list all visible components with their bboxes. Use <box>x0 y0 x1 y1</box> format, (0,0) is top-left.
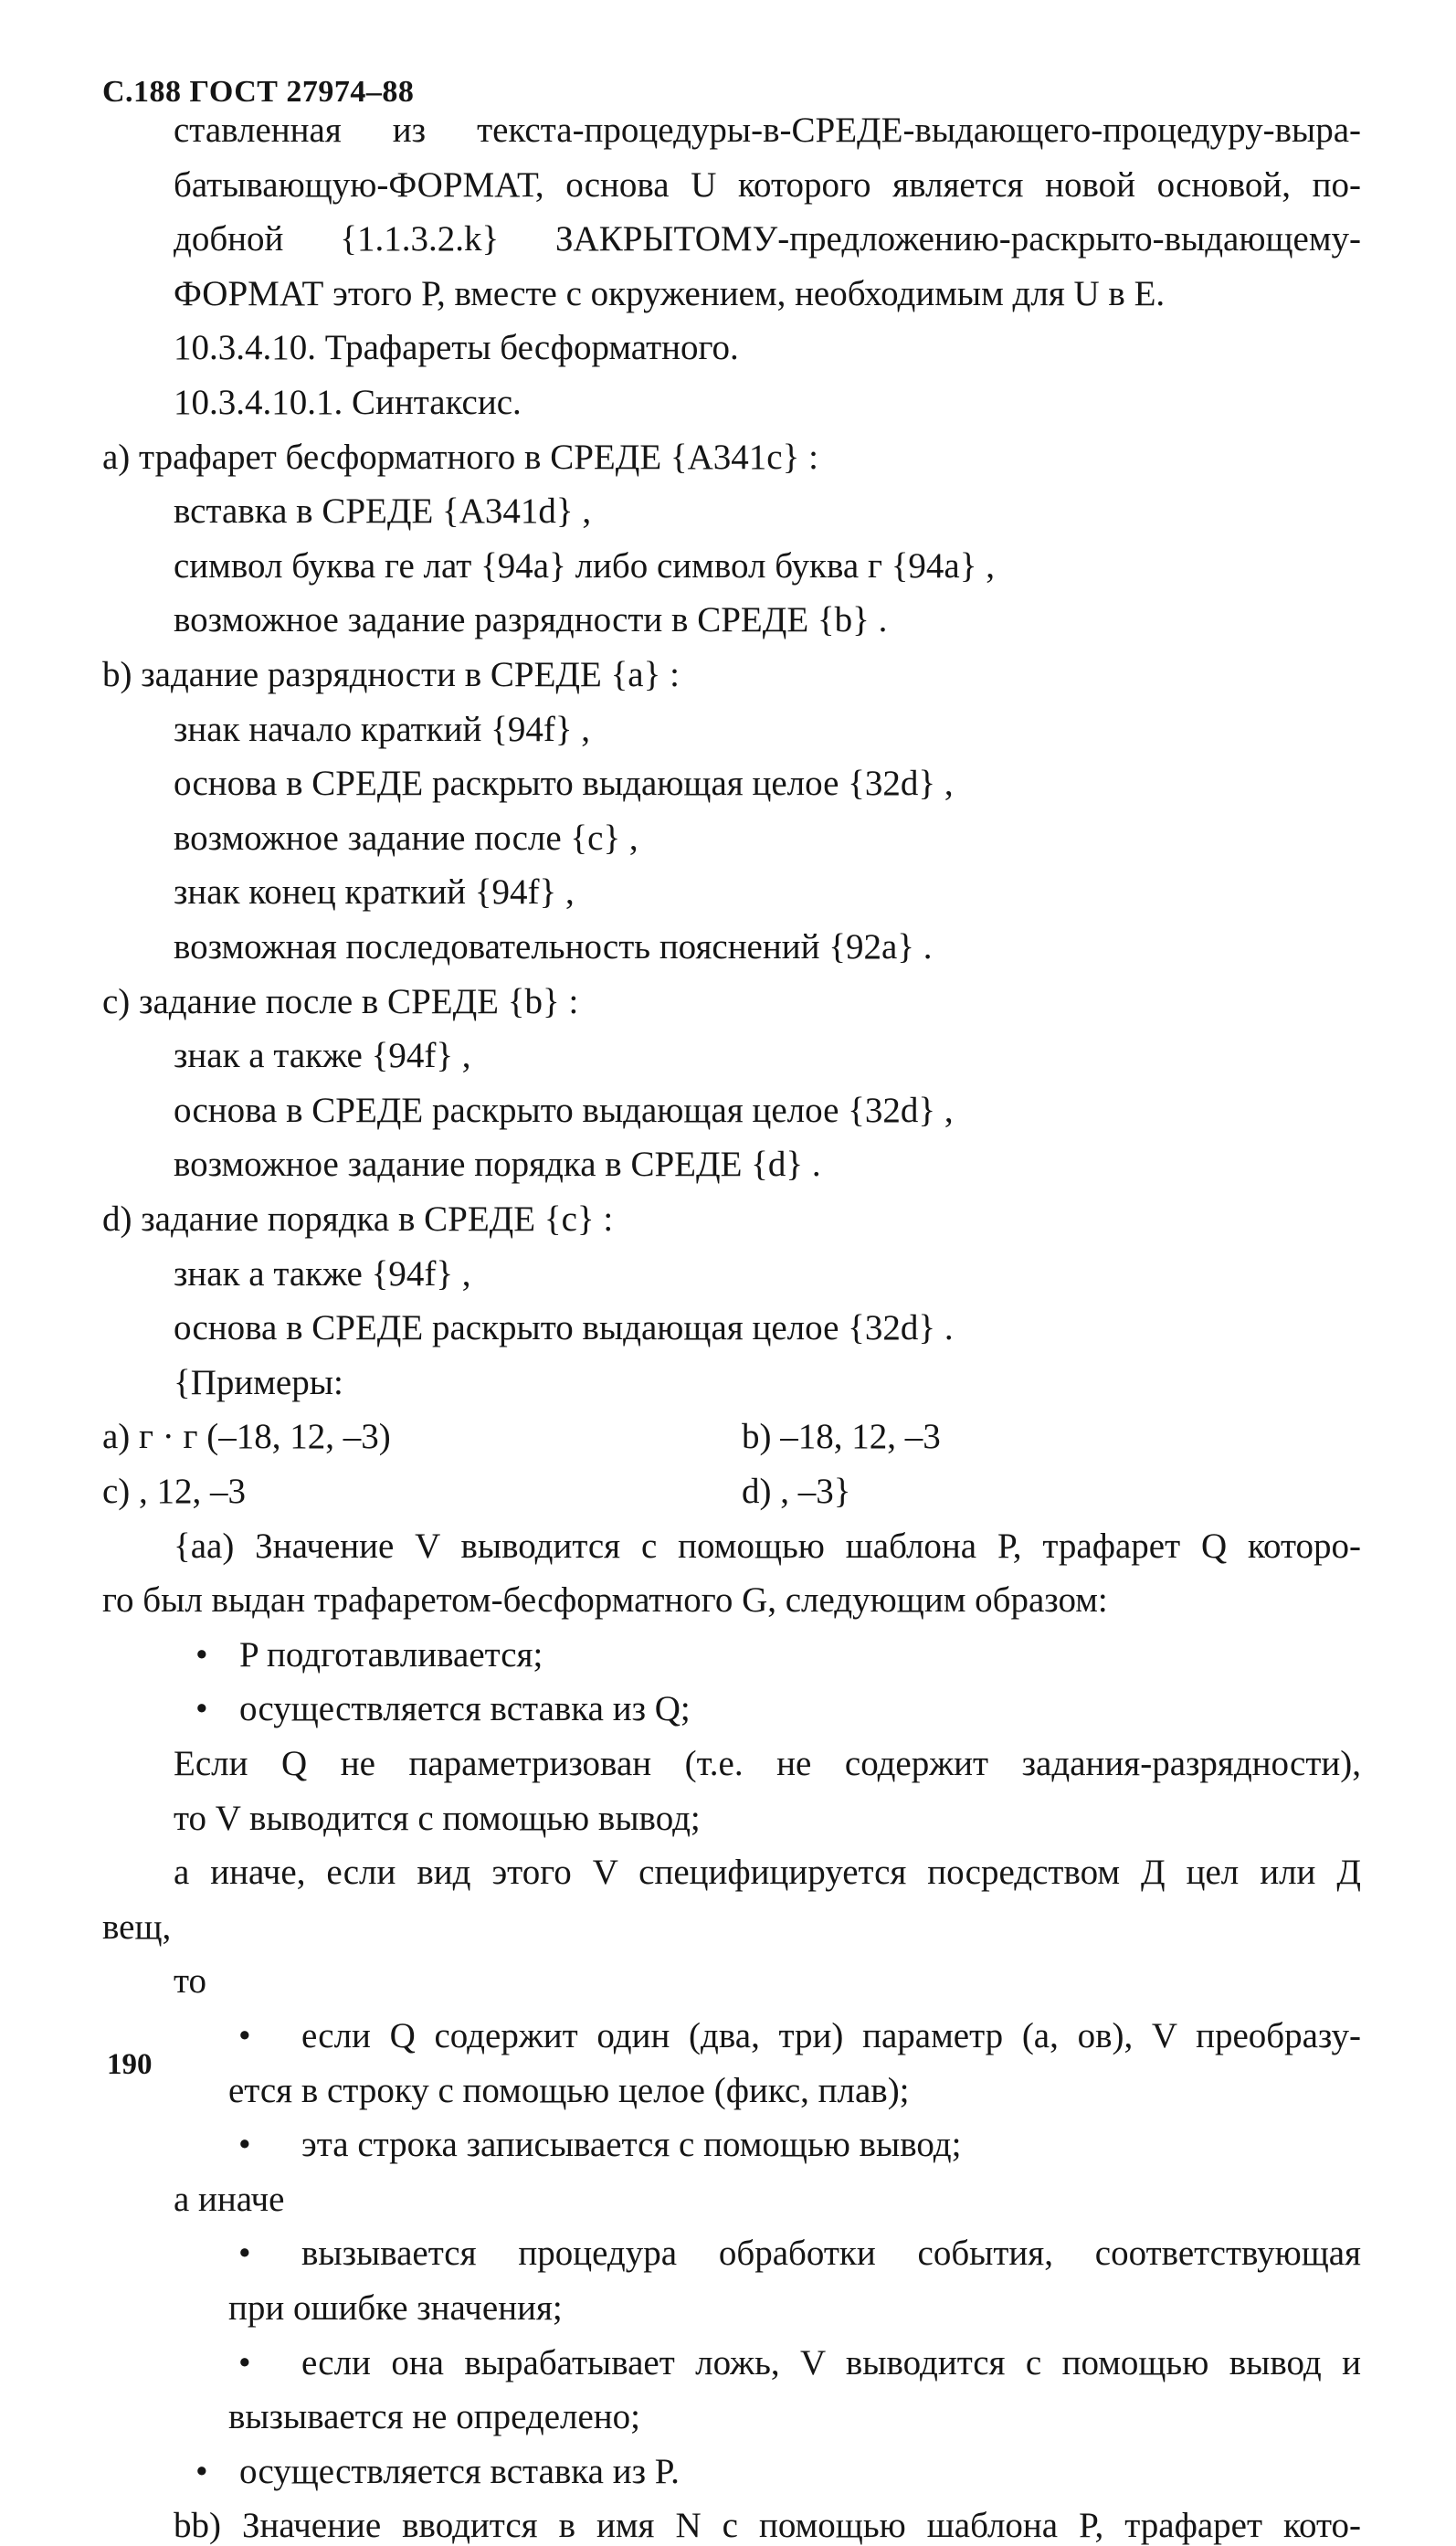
bullet-marker: • <box>238 2016 251 2055</box>
text-line: возможная последовательность пояснений {92a} . <box>174 927 933 967</box>
text-line: го был выдан трафаретом-бесформатного G, следующим образом: <box>102 1580 1108 1620</box>
text-line: возможное задание разрядности в СРЕДЕ {b} . <box>174 600 888 639</box>
bullet-marker: • <box>195 2452 208 2491</box>
text-line: то <box>174 1961 207 2001</box>
bullet-marker: • <box>238 2343 251 2382</box>
text-line: вставка в СРЕДЕ {A341d} , <box>174 491 592 531</box>
text-line: осуществляется вставка из Q; <box>239 1689 691 1728</box>
text-line: основа в СРЕДЕ раскрыто выдающая целое {32d} , <box>174 1091 954 1130</box>
text-line: основа в СРЕДЕ раскрыто выдающая целое {32d} , <box>174 764 954 803</box>
text-line: P подготавливается; <box>239 1635 543 1674</box>
text-line: b) задание разрядности в СРЕДЕ {a} : <box>102 655 680 694</box>
text-line: a) трафарет бесформатного в СРЕДЕ {A341c} : <box>102 438 818 477</box>
example-right: d) , –3} <box>742 1472 851 1511</box>
text-line: Если Q не параметризован (т.е. не содержит задания-разрядности), <box>174 1744 1361 1783</box>
text-line: {aa) Значение V выводится с помощью шаблона Р, трафарет Q которо- <box>174 1527 1361 1566</box>
text-line: если Q содержит один (два, три) параметр (a, ов), V преобразу- <box>301 2016 1361 2055</box>
text-line: знак а также {94f} , <box>174 1254 471 1294</box>
bullet-marker: • <box>238 2234 251 2273</box>
text-line: при ошибке значения; <box>228 2288 563 2328</box>
example-right: b) –18, 12, –3 <box>742 1417 941 1456</box>
text-line: а иначе <box>174 2180 285 2219</box>
text-line: эта строка записывается с помощью вывод; <box>301 2125 962 2164</box>
text-line: возможное задание порядка в СРЕДЕ {d} . <box>174 1145 821 1184</box>
text-line: знак конец краткий {94f} , <box>174 872 575 912</box>
text-line: если она вырабатывает ложь, V выводится с помощью вывод и <box>301 2343 1361 2382</box>
text-line: d) задание порядка в СРЕДЕ {c} : <box>102 1199 614 1239</box>
text-line: ется в строку с помощью целое (фикс, плав); <box>228 2071 910 2110</box>
text-line: знак а также {94f} , <box>174 1036 471 1075</box>
text-line: осуществляется вставка из P. <box>239 2452 680 2491</box>
text-line: вызывается процедура обработки события, соответствующая <box>301 2234 1361 2273</box>
bullet-marker: • <box>195 1689 208 1728</box>
text-line: вещ, <box>102 1907 172 1947</box>
page-number: 190 <box>107 2048 153 2081</box>
text-line: 10.3.4.10. Трафареты бесформатного. <box>174 328 739 367</box>
bullet-marker: • <box>238 2125 251 2164</box>
example-left: a) г · г (–18, 12, –3) <box>102 1417 391 1456</box>
text-line: {Примеры: <box>174 1363 343 1402</box>
text-line: основа в СРЕДЕ раскрыто выдающая целое {32d} . <box>174 1308 954 1347</box>
text-line: символ буква ге лат {94a} либо символ буква г {94a} , <box>174 546 995 586</box>
text-line: 10.3.4.10.1. Синтаксис. <box>174 383 522 422</box>
text-line: bb) Значение вводится в имя N с помощью шаблона P, трафарет кото- <box>174 2506 1361 2545</box>
bullet-marker: • <box>195 1635 208 1674</box>
text-line: c) задание после в СРЕДЕ {b} : <box>102 982 579 1021</box>
example-left: c) , 12, –3 <box>102 1472 247 1511</box>
text-line: а иначе, если вид этого V специфицируется посредством Д цел или Д <box>174 1853 1361 1892</box>
text-line: ФОРМАТ этого Р, вместе с окружением, необходимым для U в Е. <box>174 274 1166 313</box>
text-line: вызывается не определено; <box>228 2397 640 2436</box>
text-line: знак начало краткий {94f} , <box>174 710 591 749</box>
page-header: С.188 ГОСТ 27974–88 <box>102 75 415 109</box>
text-line: то V выводится с помощью вывод; <box>174 1799 701 1838</box>
text-line: ставленная из текста-процедуры-в-СРЕДЕ-выдающего-процедуру-выра- <box>174 111 1361 150</box>
text-line: возможное задание после {c} , <box>174 819 638 858</box>
text-line: добной {1.1.3.2.k} ЗАКРЫТОМУ-предложению-раскрыто-выдающему- <box>174 219 1361 259</box>
text-line: батывающую-ФОРМАТ, основа U которого является новой основой, по- <box>174 165 1361 205</box>
